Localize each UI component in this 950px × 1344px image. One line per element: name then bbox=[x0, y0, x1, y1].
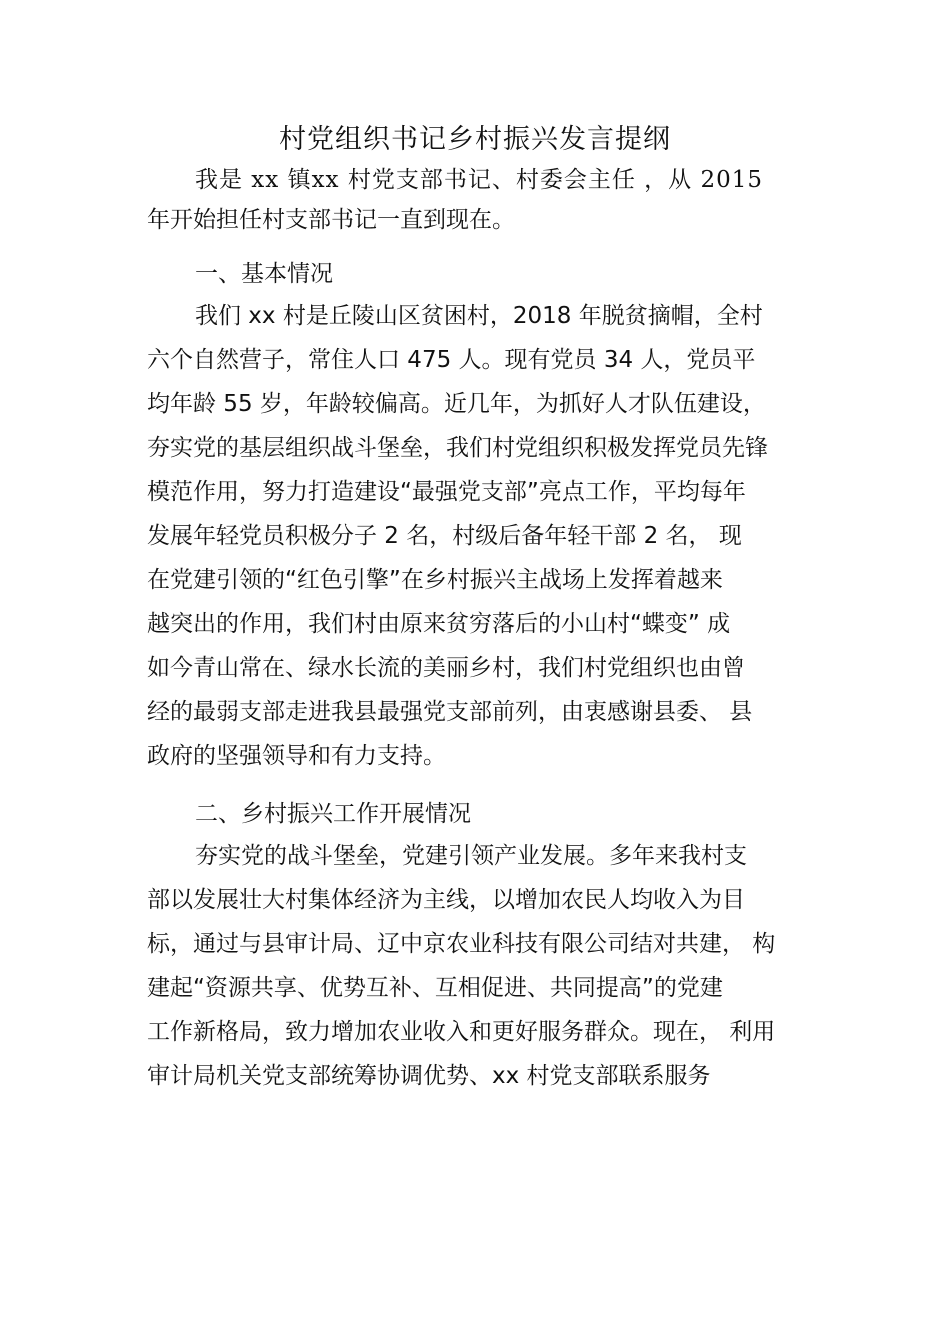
paragraph-line: 均年龄 55 岁，年龄较偏高。近几年，为抓好人才队伍建设， bbox=[147, 391, 766, 417]
paragraph-line: 我们 xx 村是丘陵山区贫困村，2018 年脱贫摘帽，全村 bbox=[195, 303, 763, 329]
section-rural-revitalization bbox=[147, 794, 837, 1098]
intro-paragraph bbox=[147, 160, 837, 240]
paragraph-line: 发展年轻党员积极分子 2 名，村级后备年轻干部 2 名， 现 bbox=[147, 523, 742, 549]
section-body bbox=[147, 294, 837, 778]
section-basic-info bbox=[147, 254, 837, 778]
paragraph-line: 夯实党的基层组织战斗堡垒，我们村党组织积极发挥党员先锋 bbox=[147, 435, 768, 461]
paragraph-line: 政府的坚强领导和有力支持。 bbox=[147, 743, 446, 769]
section-heading: 二、乡村振兴工作开展情况 bbox=[195, 801, 471, 827]
document-title: 村党组织书记乡村振兴发言提纲 bbox=[279, 124, 671, 155]
paragraph-line: 模范作用，努力打造建设“最强党支部”亮点工作，平均每年 bbox=[147, 479, 746, 505]
paragraph-line: 经的最弱支部走进我县最强党支部前列，由衷感谢县委、 县 bbox=[147, 699, 753, 725]
paragraph-line: 六个自然营子，常住人口 475 人。现有党员 34 人，党员平 bbox=[147, 347, 756, 373]
paragraph-line: 建起“资源共享、优势互补、互相促进、共同提高”的党建 bbox=[147, 975, 723, 1001]
paragraph-line: 我是 xx 镇xx 村党支部书记、村委会主任 ，从 2015 bbox=[195, 167, 763, 193]
paragraph-line: 年开始担任村支部书记一直到现在。 bbox=[147, 207, 515, 233]
paragraph-line: 工作新格局，致力增加农业收入和更好服务群众。现在， 利用 bbox=[147, 1019, 776, 1045]
paragraph-line: 在党建引领的“红色引擎”在乡村振兴主战场上发挥着越来 bbox=[147, 567, 723, 593]
section-heading: 一、基本情况 bbox=[195, 261, 333, 287]
paragraph-line: 审计局机关党支部统筹协调优势、xx 村党支部联系服务 bbox=[147, 1063, 711, 1089]
paragraph-line: 部以发展壮大村集体经济为主线，以增加农民人均收入为目 bbox=[147, 887, 745, 913]
section-body bbox=[147, 834, 837, 1098]
paragraph-line: 夯实党的战斗堡垒，党建引领产业发展。多年来我村支 bbox=[195, 843, 747, 869]
paragraph-line: 如今青山常在、绿水长流的美丽乡村，我们村党组织也由曾 bbox=[147, 655, 745, 681]
paragraph-line: 标，通过与县审计局、辽中京农业科技有限公司结对共建， 构 bbox=[147, 931, 776, 957]
paragraph-line: 越突出的作用，我们村由原来贫穷落后的小山村“蝶变” 成 bbox=[147, 611, 731, 637]
